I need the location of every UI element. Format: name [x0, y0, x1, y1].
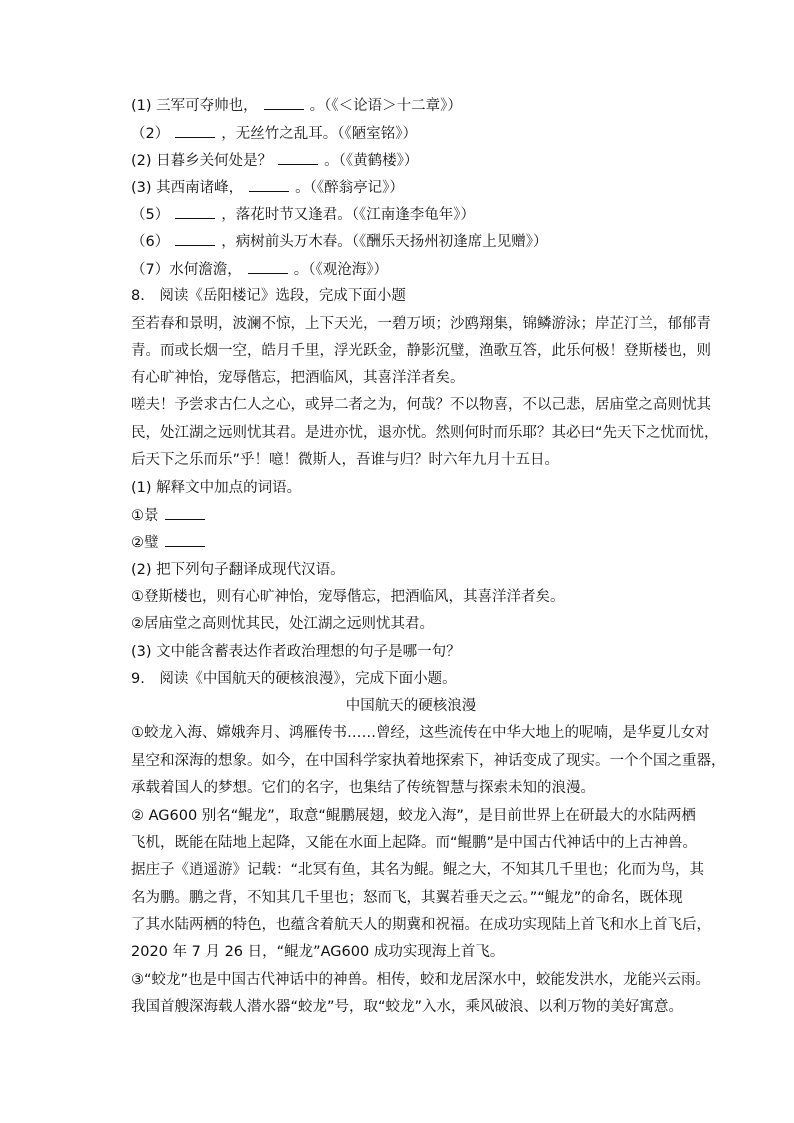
question-source: 。（《黄鹤楼》） — [324, 153, 419, 169]
question-text: (2) 日暮乡关何处是？ — [131, 153, 273, 169]
q8-passage-line: 嗟夫！予尝求古仁人之心，或异二者之为，何哉？不以物喜，不以己悲，居庙堂之高则忧其 — [131, 397, 711, 413]
q8-passage-line: 民，处江湖之远则忧其君。是进亦忧，退亦忧。然则何时而乐耶？其必曰“先天下之忧而忧， — [131, 425, 719, 441]
question-source: 。（《＜论语＞十二章》） — [309, 98, 462, 114]
question-source: 。（《醉翁亭记》） — [295, 180, 404, 196]
q9-passage-line: 星空和深海的想象。如今，在中国科学家执着地探索下，神话变成了现实。一个个国之重器， — [131, 753, 726, 769]
item-label: ②璧 — [131, 535, 159, 551]
question-text: （6） — [131, 234, 170, 250]
q9-article-heading: 中国航天的硬核浪漫 — [345, 698, 477, 714]
answer-blank[interactable] — [248, 259, 288, 274]
q8-passage-line: 有心旷神怡，宠辱偕忘，把酒临风，其喜洋洋者矣。 — [131, 370, 465, 386]
q8-passage-line: 青。而或长烟一空，皓月千里，浮光跃金，静影沉璧，渔歌互答，此乐何极！登斯楼也，则 — [131, 343, 711, 359]
q8-translate-1: ①登斯楼也，则有心旷神怡，宠辱偕忘，把酒临风，其喜洋洋者矣。 — [131, 589, 565, 605]
q8-title: 8. 阅读《岳阳楼记》选段，完成下面小题 — [131, 288, 406, 304]
q9-passage-line: 名为鹏。鹏之背，不知其几千里也；怒而飞，其翼若垂天之云。”“鲲龙”的命名，既体现 — [131, 890, 683, 906]
q8-translate-2: ②居庙堂之高则忧其民，处江湖之远则忧其君。 — [131, 616, 434, 632]
q9-passage-line: 了其水陆两栖的特色，也蕴含着航天人的期冀和祝福。在成功实现陆上首飞和水上首飞后， — [131, 917, 711, 933]
q9-passage-line: 2020 年 7 月 26 日，“鲲龙”AG600 成功实现海上首飞。 — [131, 944, 505, 960]
question-source: 。（《观沧海》） — [293, 262, 388, 278]
question-line-5 — [131, 204, 691, 225]
q9-passage-line: 我国首艘深海载人潜水器“蛟龙”号，取“蛟龙”入水，乘风破浪、以利万物的美好寓意。 — [131, 999, 684, 1015]
question-line-1 — [131, 95, 691, 116]
answer-blank[interactable] — [165, 505, 205, 520]
q8-item-jing — [131, 505, 691, 526]
q8-passage-line: 至若春和景明，波澜不惊，上下天光，一碧万顷；沙鸥翔集，锦鳞游泳；岸芷汀兰，郁郁青 — [131, 316, 711, 332]
answer-blank[interactable] — [264, 95, 304, 110]
q8-sub-question-1: (1) 解释文中加点的词语。 — [131, 480, 302, 496]
q8-item-bi — [131, 532, 691, 553]
q9-title: 9. 阅读《中国航天的硬核浪漫》，完成下面小题。 — [131, 671, 457, 687]
q8-passage-line: 后天下之乐而乐”乎！噫！微斯人，吾谁与归？时六年九月十五日。 — [131, 452, 560, 468]
q8-sub-question-2: (2) 把下列句子翻译成现代汉语。 — [131, 562, 345, 578]
question-text: (1) 三军可夺帅也， — [131, 98, 258, 114]
q9-passage-line: 承载着国人的梦想。它们的名字，也集结了传统智慧与探索未知的浪漫。 — [131, 780, 595, 796]
question-line-3 — [131, 150, 691, 171]
question-text: （5） — [131, 207, 170, 223]
answer-blank[interactable] — [249, 177, 289, 192]
answer-blank[interactable] — [165, 532, 205, 547]
q9-passage-line: ② AG600 别名“鲲龙”，取意“鲲鹏展翅，蛟龙入海”，是目前世界上在研最大的水陆两栖 — [131, 808, 696, 824]
answer-blank[interactable] — [175, 123, 215, 138]
q9-passage-line: ③“蛟龙”也是中国古代神话中的神兽。相传，蛟和龙居深水中，蛟能发洪水，龙能兴云雨。 — [131, 972, 711, 988]
answer-blank[interactable] — [278, 150, 318, 165]
answer-blank[interactable] — [175, 231, 215, 246]
question-line-7 — [131, 259, 691, 280]
question-line-6 — [131, 231, 691, 252]
item-label: ①景 — [131, 508, 159, 524]
question-source: ，无丝竹之乱耳。（《陋室铭》） — [221, 126, 417, 142]
question-source: ，落花时节又逢君。（《江南逢李龟年》） — [221, 207, 475, 223]
question-source: ，病树前头万木春。（《酬乐天扬州初逢席上见赠》） — [221, 234, 548, 250]
question-text: (3) 其西南诸峰， — [131, 180, 244, 196]
q9-passage-line: 据庄子《逍遥游》记载：“北冥有鱼，其名为鲲。鲲之大，不知其几千里也；化而为鸟，其 — [131, 862, 705, 878]
q9-passage-line: ①蛟龙入海、嫦娥奔月、鸿雁传书……曾经，这些流传在中华大地上的呢喃，是华夏儿女对 — [131, 725, 710, 741]
question-text: （2） — [131, 126, 170, 142]
question-line-2 — [131, 123, 691, 144]
q8-sub-question-3: (3) 文中能含蓄表达作者政治理想的句子是哪一句？ — [131, 644, 461, 660]
question-text: （7）水何澹澹， — [131, 262, 242, 278]
q9-passage-line: 飞机，既能在陆地上起降，又能在水面上起降。而“鲲鹏”是中国古代神话中的上古神兽。 — [131, 835, 698, 851]
question-line-4 — [131, 177, 691, 198]
answer-blank[interactable] — [175, 204, 215, 219]
